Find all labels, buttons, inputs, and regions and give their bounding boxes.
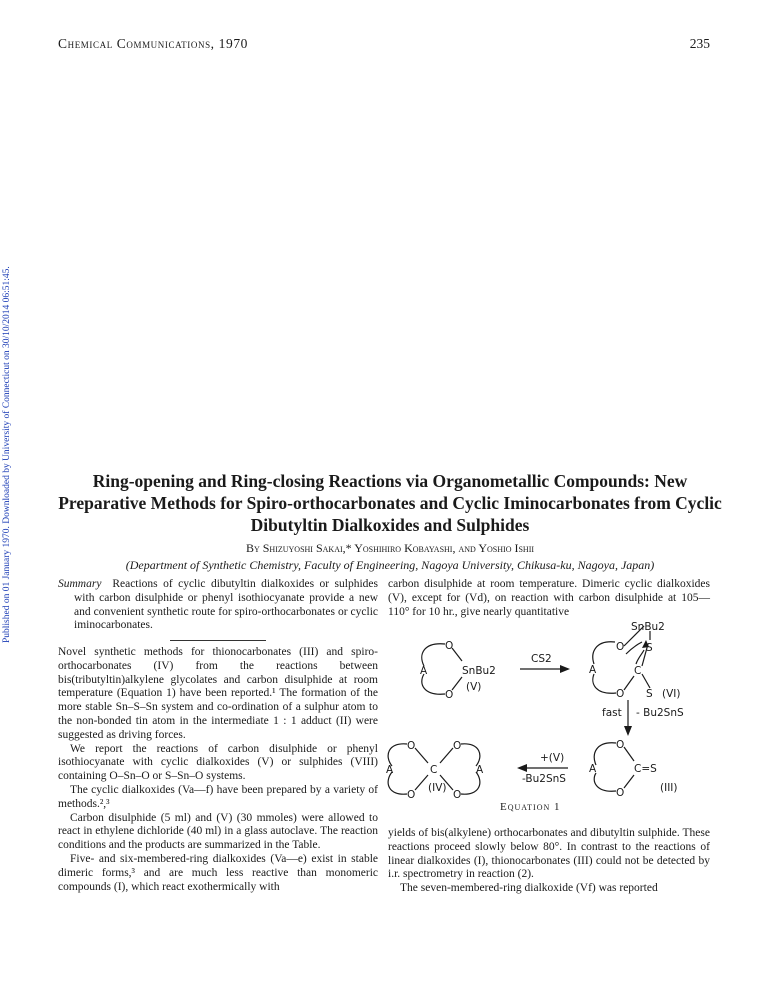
fast-label: fast xyxy=(602,707,622,719)
ring-bond xyxy=(594,743,616,765)
download-notice: Published on 01 January 1970. Downloaded by University of Connecticut on 30/10/2014 06:51:45. xyxy=(2,266,12,644)
paragraph: Novel synthetic methods for thionocarbonates (III) and spiro-orthocarbonates (IV) from the reactions between bis(tributyltin)alkylene glycolates and carbon disulphide at room temperature (Equation 1) have been reported.¹ The formation of the more stable Sn–S–Sn system and co-ordination of a sulphur atom to the non-bonded tin atom in the intermediate 1 : 1 adduct (II) were suggested as driving forces. xyxy=(58,646,378,741)
o-c-bond xyxy=(624,676,634,690)
paragraph: Carbon disulphide (5 ml) and (V) (30 mmoles) were allowed to react in ethylene dichloride (40 ml) in a glass autoclave. The reaction conditions and the products are summarized in the Table. xyxy=(58,811,378,852)
article-title: Ring-opening and Ring-closing Reactions via Organometallic Compounds: New Preparative Methods for Spiro-orthocarbonates and Cyclic Iminocarbonates from Cyclic Dibutyltin Dialkoxides and Sulphides xyxy=(58,471,722,535)
atom-label-a: A xyxy=(589,664,597,676)
o-sn-bond xyxy=(452,677,462,690)
snbu2-label: SnBu2 xyxy=(631,621,665,633)
atom-label-o: O xyxy=(407,740,416,752)
affiliation: (Department of Synthetic Chemistry, Faculty of Engineering, Nagoya University, Chikusa-ku, Nagoya, Japan) xyxy=(125,558,655,572)
ring-bond xyxy=(594,773,616,791)
equation-caption: Equation 1 xyxy=(500,801,561,813)
paragraph: The cyclic dialkoxides (Va—f) have been prepared by a variety of methods.²,³ xyxy=(58,783,378,810)
paragraph: Five- and six-membered-ring dialkoxides (Va—e) exist in stable dimeric forms,³ and are much less reactive than monomeric compounds (I), which react exothermically with xyxy=(58,852,378,893)
page-number: 235 xyxy=(689,36,710,51)
atom-label-o: O xyxy=(616,688,625,700)
ring-bond xyxy=(388,744,407,766)
right-column-bottom xyxy=(388,827,710,896)
atom-label-o: O xyxy=(407,789,416,801)
atom-label-o: O xyxy=(616,787,625,799)
paragraph: The seven-membered-ring dialkoxide (Vf) was reported xyxy=(400,882,658,895)
section-divider xyxy=(170,640,266,641)
atom-label-c: C xyxy=(634,665,642,677)
atom-label-o: O xyxy=(445,689,454,701)
paragraph: yields of bis(alkylene) orthocarbonates and dibutyltin sulphide. These reactions proceed slowly below 80°. In contrast to the reactions of linear dialkoxides (I), thionocarbonates (III) could not be detected by i.r. spectrometry in reaction (2). xyxy=(388,827,710,881)
atom-label-o: O xyxy=(616,641,625,653)
ring-bond xyxy=(422,644,445,666)
atom-label-o: O xyxy=(616,739,625,751)
authors: By Shizuyoshi Sakai,* Yoshihiro Kobayashi, and Yoshio Ishii xyxy=(245,541,535,555)
reagent-plus-v: +(V) xyxy=(540,752,565,764)
atom-label-a: A xyxy=(589,763,597,775)
arrowhead xyxy=(624,726,632,736)
summary-text: Reactions of cyclic dibutyltin dialkoxides or sulphides with carbon disulphide or phenyl isothiocyanate provide a new and convenient synthetic route for spiro-orthocarbonates or cyclic iminocarbonates. xyxy=(74,578,379,632)
summary-paragraph xyxy=(58,578,378,633)
right-column-top xyxy=(388,578,710,619)
o-c-bond xyxy=(440,748,453,763)
atom-label-a: A xyxy=(420,665,428,677)
compound-label-iv: (IV) xyxy=(428,782,447,794)
o-c-bond xyxy=(415,748,428,763)
atom-label-o: O xyxy=(453,789,462,801)
c-eq-s-label: C=S xyxy=(634,763,657,775)
compound-label-iii: (III) xyxy=(660,782,678,794)
left-column xyxy=(58,646,378,894)
running-head: Chemical Communications, 1970 xyxy=(58,36,249,51)
atom-label-s: S xyxy=(646,642,653,654)
electron-arrow xyxy=(626,642,642,654)
ring-bond xyxy=(593,674,616,693)
atom-label-a: A xyxy=(386,764,394,776)
o-c-bond xyxy=(624,747,634,761)
o-c-bond xyxy=(415,775,428,790)
snbu2-label: SnBu2 xyxy=(462,665,496,677)
c-s-bond xyxy=(642,674,650,688)
arrowhead xyxy=(517,764,527,772)
compound-label-vi: (VI) xyxy=(662,688,681,700)
atom-label-c: C xyxy=(430,764,438,776)
ring-bond xyxy=(593,642,615,664)
paragraph: We report the reactions of carbon disulphide or phenyl isothiocyanate with cyclic dialkoxides (V) or sulphides (VIII) containing O–Sn–O or S–Sn–O systems. xyxy=(58,742,378,783)
equation-scheme xyxy=(386,618,710,801)
paragraph: carbon disulphide at room temperature. Dimeric cyclic dialkoxides (V), except for (Vd), on reaction with carbon disulphide at 105—110° for 10 hr., give nearly quantitative xyxy=(388,578,710,618)
compound-label-v: (V) xyxy=(466,681,482,693)
o-c-bond xyxy=(624,775,634,788)
byproduct-bu2sns: -Bu2SnS xyxy=(522,773,566,785)
summary-label: Summary xyxy=(58,578,102,590)
atom-label-o: O xyxy=(445,640,454,652)
ring-bond xyxy=(422,674,445,694)
reagent-cs2: CS2 xyxy=(531,653,552,665)
atom-label-a: A xyxy=(476,764,484,776)
fast-byproduct: - Bu2SnS xyxy=(636,707,684,719)
arrowhead xyxy=(560,665,570,673)
o-sn-bond xyxy=(452,648,462,661)
atom-label-o: O xyxy=(453,740,462,752)
ring-bond xyxy=(461,744,480,766)
atom-label-s: S xyxy=(646,688,653,700)
